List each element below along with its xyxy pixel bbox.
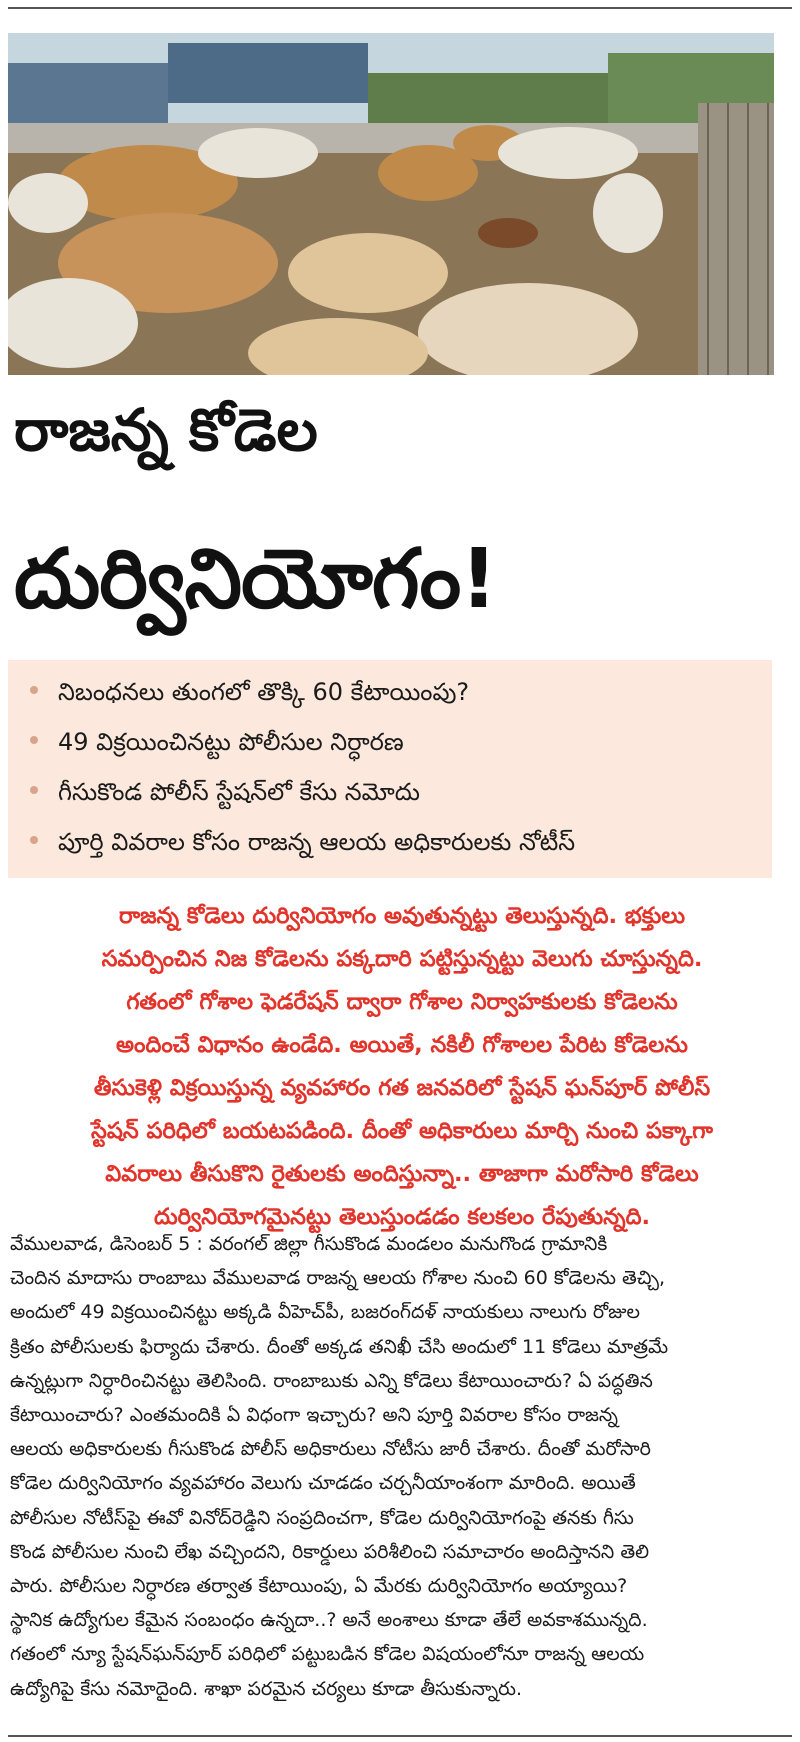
body-line: స్థానిక ఉద్యోగుల కేమైన సంబంధం ఉన్నదా..? అనే అంశాలు కూడా తేలే అవకాశమున్నది. <box>10 1609 648 1632</box>
intro-line: స్టేషన్ పరిధిలో బయటపడింది. దీంతో అధికారులు మార్చి నుంచి పక్కాగా <box>91 1118 713 1144</box>
body-line: అందులో 49 విక్రయించినట్టు అక్కడి వీహెచ్‌పీ, బజరంగ్‌దళ్ నాయకులు నాలుగు రోజుల <box>10 1301 641 1324</box>
body-line: గతంలో న్యూ స్టేషన్‌ఘన్‌పూర్ పరిధిలో పట్టుబడిన కోడెల విషయంలోనూ రాజన్న ఆలయ <box>10 1643 645 1666</box>
highlight-text: గీసుకొండ పోలీస్ స్టేషన్‌లో కేసు నమోదు <box>58 778 420 806</box>
intro-line: గతంలో గోశాల ఫెడరేషన్ ద్వారా గోశాల నిర్వాహకులకు కోడెలను <box>126 989 678 1015</box>
body-line: పారు. పోలీసుల నిర్ధారణ తర్వాత కేటాయింపు, ఏ మేరకు దుర్వినియోగం అయ్యాయి? <box>10 1575 628 1598</box>
cattle-photo <box>8 33 774 375</box>
headline-line-1: రాజన్న కోడెల <box>14 396 318 464</box>
body-line: ఉన్నట్లుగా నిర్ధారించినట్టు తెలిసింది. రాంబాబుకు ఎన్ని కోడెలు కేటాయించారు? ఏ పద్ధతిన <box>10 1369 653 1392</box>
intro-line: రాజన్న కోడెలు దుర్వినియోగం అవుతున్నట్టు తెలుస్తున్నది. భక్తులు <box>119 903 685 929</box>
bullet-icon <box>30 786 38 794</box>
highlight-item <box>30 672 469 712</box>
body-line: ఆలయ అధికారులకు గీసుకొండ పోలీస్ అధికారులు నోటీసు జారీ చేశారు. దీంతో మరోసారి <box>10 1438 651 1461</box>
intro-line: వివరాలు తీసుకొని రైతులకు అందిస్తున్నా.. తాజాగా మరోసారి కోడెలు <box>105 1161 699 1187</box>
body-line: కోడెల దుర్వినియోగం వ్యవహారం వెలుగు చూడడం చర్చనీయాంశంగా మారింది. అయితే <box>10 1472 636 1495</box>
highlight-item <box>30 772 420 812</box>
body-line: క్రితం పోలీసులకు ఫిర్యాదు చేశారు. దీంతో అక్కడ తనిఖీ చేసి అందులో 11 కోడెలు మాత్రమే <box>10 1335 669 1358</box>
bullet-icon <box>30 686 38 694</box>
highlight-item <box>30 722 404 762</box>
article-body <box>10 1227 794 1706</box>
highlight-item <box>30 822 575 862</box>
bottom-rule <box>8 1735 792 1737</box>
cattle-photo-illustration <box>8 33 774 375</box>
intro-line: తీసుకెళ్లి విక్రయిస్తున్న వ్యవహారం గత జనవరిలో స్టేషన్ ఘన్‌పూర్ పోలీస్ <box>93 1075 711 1101</box>
highlights-box <box>8 660 772 878</box>
bullet-icon <box>30 736 38 744</box>
headline-line-2: దుర్వినియోగం! <box>14 532 497 627</box>
body-line: ఉద్యోగిపై కేసు నమోదైంది. శాఖా పరమైన చర్యలు కూడా తీసుకున్నారు. <box>10 1677 523 1700</box>
body-line: పోలీసుల నోటీస్‌పై ఈవో వినోద్‌రెడ్డిని సంప్రదించగా, కోడెల దుర్వినియోగంపై తనకు గీసు <box>10 1506 634 1529</box>
body-line: వేములవాడ, డిసెంబర్ 5 : వరంగల్ జిల్లా గీసుకొండ మండలం మనుగొండ గ్రామానికి <box>10 1233 608 1255</box>
highlight-text: పూర్తి వివరాల కోసం రాజన్న ఆలయ అధికారులకు నోటీస్ <box>58 828 576 856</box>
body-line: కొండ పోలీసుల నుంచి లేఖ వచ్చిందని, రికార్డులు పరిశీలించి సమాచారం అందిస్తానని తెలి <box>10 1540 650 1563</box>
intro-line: అందించే విధానం ఉండేది. అయితే, నకిలీ గోశాలల పేరిట కోడెలను <box>116 1032 688 1058</box>
top-rule <box>8 7 792 9</box>
body-line: కేటాయించారు? ఎంతమందికి ఏ విధంగా ఇచ్చారు? అని పూర్తి వివరాల కోసం రాజన్న <box>10 1404 618 1427</box>
intro-line: దుర్వినియోగమైనట్టు తెలుస్తుండడం కలకలం రేపుతున్నది. <box>153 1204 651 1230</box>
body-line: చెందిన మాదాసు రాంబాబు వేములవాడ రాజన్న ఆలయ గోశాల నుంచి 60 కోడెలను తెచ్చి, <box>10 1267 666 1290</box>
intro-paragraph <box>18 895 786 1239</box>
highlight-text: 49 విక్రయించినట్టు పోలీసుల నిర్ధారణ <box>58 728 404 756</box>
bullet-icon <box>30 836 38 844</box>
intro-line: సమర్పించిన నిజ కోడెలను పక్కదారి పట్టిస్తున్నట్టు వెలుగు చూస్తున్నది. <box>101 946 703 972</box>
highlight-text: నిబంధనలు తుంగలో తొక్కి 60 కేటాయింపు? <box>58 678 470 706</box>
